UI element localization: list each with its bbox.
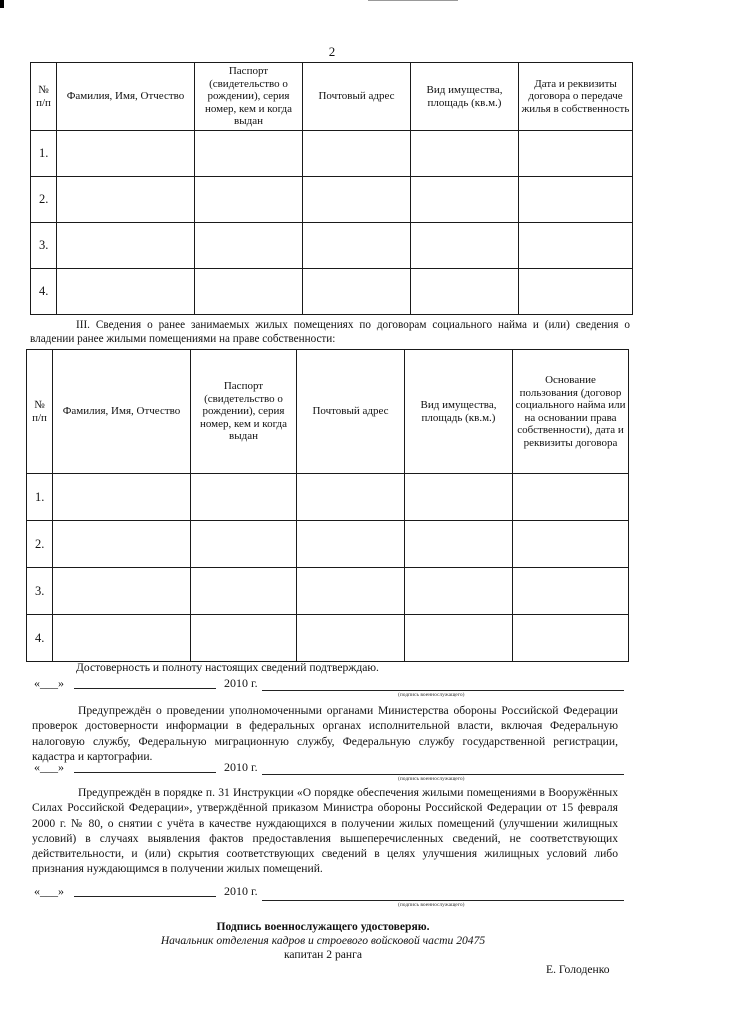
warning-verification-text: Предупреждён о проведении уполномоченными органами Министерства обороны Российской Федерации проверок достоверности информации в федеральных органах исполнительной власти, включая Федеральную налоговую службу, Федеральную миграционную службу, Федеральную службу государственной регистрации, кадастра и картографии. (32, 704, 618, 763)
signature-caption: (подпись военнослужащего) (398, 902, 465, 908)
col-number-header: № п/п (27, 350, 53, 474)
signature-line[interactable] (262, 900, 624, 901)
name-cell[interactable] (57, 223, 195, 269)
date-day-blank[interactable]: «___» (34, 676, 64, 690)
passport-cell[interactable] (195, 269, 303, 315)
row-number: 3. (27, 568, 53, 615)
basis-cell[interactable] (513, 521, 629, 568)
col-property-header: Вид имущества, площадь (кв.м.) (411, 63, 519, 131)
table-row (31, 177, 633, 223)
table-row (27, 615, 629, 662)
table-header-row (27, 350, 629, 474)
property-cell[interactable] (405, 474, 513, 521)
date-month-line[interactable] (74, 688, 216, 689)
date-month-line[interactable] (74, 772, 216, 773)
table-row (27, 474, 629, 521)
signature-line[interactable] (262, 774, 624, 775)
address-cell[interactable] (297, 521, 405, 568)
name-cell[interactable] (53, 521, 191, 568)
contract-cell[interactable] (519, 223, 633, 269)
property-cell[interactable] (411, 131, 519, 177)
row-number: 2. (31, 177, 57, 223)
col-name-header: Фамилия, Имя, Отчество (53, 350, 191, 474)
scan-artifact (368, 0, 458, 1)
table-row (31, 269, 633, 315)
passport-cell[interactable] (191, 521, 297, 568)
property-table (30, 62, 633, 315)
row-number: 4. (27, 615, 53, 662)
table-row (27, 521, 629, 568)
passport-cell[interactable] (191, 568, 297, 615)
row-number: 1. (31, 131, 57, 177)
signature-line[interactable] (262, 690, 624, 691)
col-address-header: Почтовый адрес (303, 63, 411, 131)
col-contract-header: Дата и реквизиты договора о передаче жилья в собственность (519, 63, 633, 131)
row-number: 3. (31, 223, 57, 269)
col-number-header: № п/п (31, 63, 57, 131)
property-cell[interactable] (405, 615, 513, 662)
basis-cell[interactable] (513, 615, 629, 662)
property-cell[interactable] (411, 223, 519, 269)
address-cell[interactable] (303, 223, 411, 269)
basis-cell[interactable] (513, 474, 629, 521)
table-row (31, 223, 633, 269)
property-cell[interactable] (405, 521, 513, 568)
address-cell[interactable] (303, 177, 411, 223)
date-day-blank[interactable]: «___» (34, 884, 64, 898)
address-cell[interactable] (303, 131, 411, 177)
address-cell[interactable] (297, 474, 405, 521)
date-month-line[interactable] (74, 896, 216, 897)
passport-cell[interactable] (195, 131, 303, 177)
name-cell[interactable] (53, 568, 191, 615)
page-number: 2 (328, 44, 336, 59)
confirmation-text: Достоверность и полноту настоящих сведений подтверждаю. (76, 661, 379, 674)
scan-artifact (0, 0, 4, 8)
col-passport-header: Паспорт (свидетельство о рождении), серия номер, кем и когда выдан (195, 63, 303, 131)
address-cell[interactable] (303, 269, 411, 315)
name-cell[interactable] (57, 131, 195, 177)
table-header-row (31, 63, 633, 131)
col-passport-header: Паспорт (свидетельство о рождении), серия номер, кем и когда выдан (191, 350, 297, 474)
date-year: 2010 г. (224, 760, 258, 774)
date-year: 2010 г. (224, 676, 258, 690)
previous-housing-table (26, 349, 629, 662)
name-cell[interactable] (57, 177, 195, 223)
row-number: 2. (27, 521, 53, 568)
contract-cell[interactable] (519, 131, 633, 177)
col-basis-header: Основание пользования (договор социального найма или на основании права собственности), дата и реквизиты договора (513, 350, 629, 474)
officer-rank: капитан 2 ранга (283, 948, 363, 961)
section-3-title: III. Сведения о ранее занимаемых жилых помещениях по договорам социального найма и (или) сведения о владении ранее жилыми помещениями на праве собственности: (30, 319, 630, 345)
officer-name: Е. Голоденко (546, 963, 610, 976)
signature-caption: (подпись военнослужащего) (398, 776, 465, 782)
passport-cell[interactable] (195, 177, 303, 223)
date-day-blank[interactable]: «___» (34, 760, 64, 774)
row-number: 1. (27, 474, 53, 521)
name-cell[interactable] (53, 474, 191, 521)
contract-cell[interactable] (519, 269, 633, 315)
certification-heading: Подпись военнослужащего удостоверяю. (216, 920, 430, 933)
passport-cell[interactable] (195, 223, 303, 269)
table-row (31, 131, 633, 177)
passport-cell[interactable] (191, 474, 297, 521)
date-year: 2010 г. (224, 884, 258, 898)
name-cell[interactable] (57, 269, 195, 315)
basis-cell[interactable] (513, 568, 629, 615)
col-address-header: Почтовый адрес (297, 350, 405, 474)
passport-cell[interactable] (191, 615, 297, 662)
warning-deregistration-text: Предупреждён в порядке п. 31 Инструкции «О порядке обеспечения жилыми помещениями в Вооружённых Силах Российской Федерации», утверждённой приказом Министра обороны Российской Федерации от 15 февраля 2000 г. № 80, о снятии с учёта в качестве нуждающихся в получении жилых помещений (улучшении жилищных условий) в случаях выявления фактов предоставления вышеперечисленных сведений, не соответствующих действительности, и (или) скрытия соответствующих сведений в целях улучшения жилищных условий либо признания нуждающимся в получении жилых помещений. (32, 786, 618, 876)
address-cell[interactable] (297, 568, 405, 615)
property-cell[interactable] (411, 177, 519, 223)
property-cell[interactable] (411, 269, 519, 315)
row-number: 4. (31, 269, 57, 315)
officer-position: Начальник отделения кадров и строевого войсковой части 20475 (160, 934, 486, 947)
property-cell[interactable] (405, 568, 513, 615)
contract-cell[interactable] (519, 177, 633, 223)
address-cell[interactable] (297, 615, 405, 662)
table-row (27, 568, 629, 615)
name-cell[interactable] (53, 615, 191, 662)
col-name-header: Фамилия, Имя, Отчество (57, 63, 195, 131)
col-property-header: Вид имущества, площадь (кв.м.) (405, 350, 513, 474)
signature-caption: (подпись военнослужащего) (398, 692, 465, 698)
